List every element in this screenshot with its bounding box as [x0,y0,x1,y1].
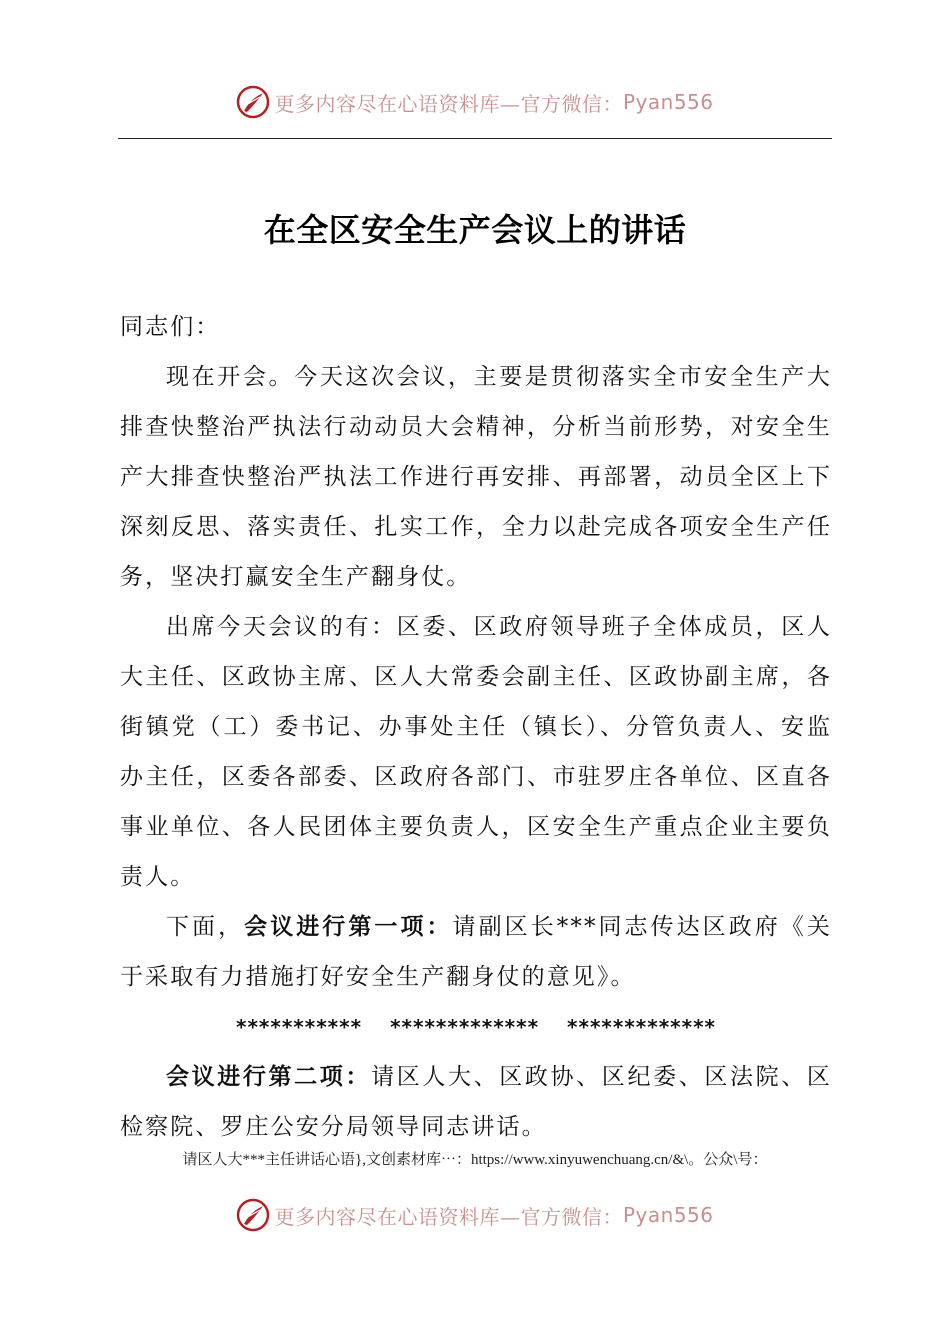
agenda-item-1-text: 请副区长***同志传达区政府《关于采取有力措施打好安全生产翻身仗的意见》。 [120,914,832,990]
salutation: 同志们： [120,314,221,340]
footer-note: 请区人大***主任讲话心语},文创素材库⋯：https://www.xinyuwenchuang.cn/&\。公众\号： [182,1152,768,1168]
paragraph-opening: 现在开会。今天这次会议，主要是贯彻落实全市安全生产大排查快整治严执法行动动员大会精神，分析当前形势，对安全生产大排查快整治严执法工作进行再安排、再部署，动员全区上下深刻反思、落实责任、扎实工作，全力以赴完成各项安全生产任务，坚决打赢安全生产翻身仗。 [120,364,832,590]
document-title: 在全区安全生产会议上的讲话 [263,211,687,249]
quill-logo-icon [236,85,270,119]
agenda-item-2-label: 会议进行第二项： [166,1064,372,1090]
paragraph-attendees: 出席今天会议的有：区委、区政府领导班子全体成员，区人大主任、区政协主席、区人大常委会副主任、区政协副主席，各街镇党（工）委书记、办事处主任（镇长）、分管负责人、安监办主任，区委各部委、区政府各部门、市驻罗庄各单位、区直各事业单位、各人民团体主要负责人，区安全生产重点企业主要负责人。 [120,614,832,890]
paragraph-agenda-item-2 [120,1052,832,1152]
quill-logo-icon [236,1198,270,1232]
banner-text: 更多内容尽在心语资料库—官方微信： [274,1204,623,1229]
separator-part: ************* [390,1015,540,1039]
header-banner [0,82,950,122]
agenda-item-1-label: 会议进行第一项： [244,914,453,940]
footer-banner [0,1195,950,1235]
banner-wechat-id: Pyan556 [622,1203,714,1227]
banner-text: 更多内容尽在心语资料库—官方微信： [274,91,623,116]
separator-part: ************* [567,1015,716,1039]
document-body [120,302,832,1152]
header-divider [118,138,832,139]
separator-part: *********** [236,1015,363,1039]
agenda-intro: 下面， [166,914,245,940]
separator-asterisks [120,1002,832,1052]
banner-wechat-id: Pyan556 [622,90,714,114]
agenda-item-2-text: 请区人大、区政协、区纪委、区法院、区检察院、罗庄公安分局领导同志讲话。 [120,1064,832,1140]
paragraph-agenda-item-1 [120,902,832,1002]
